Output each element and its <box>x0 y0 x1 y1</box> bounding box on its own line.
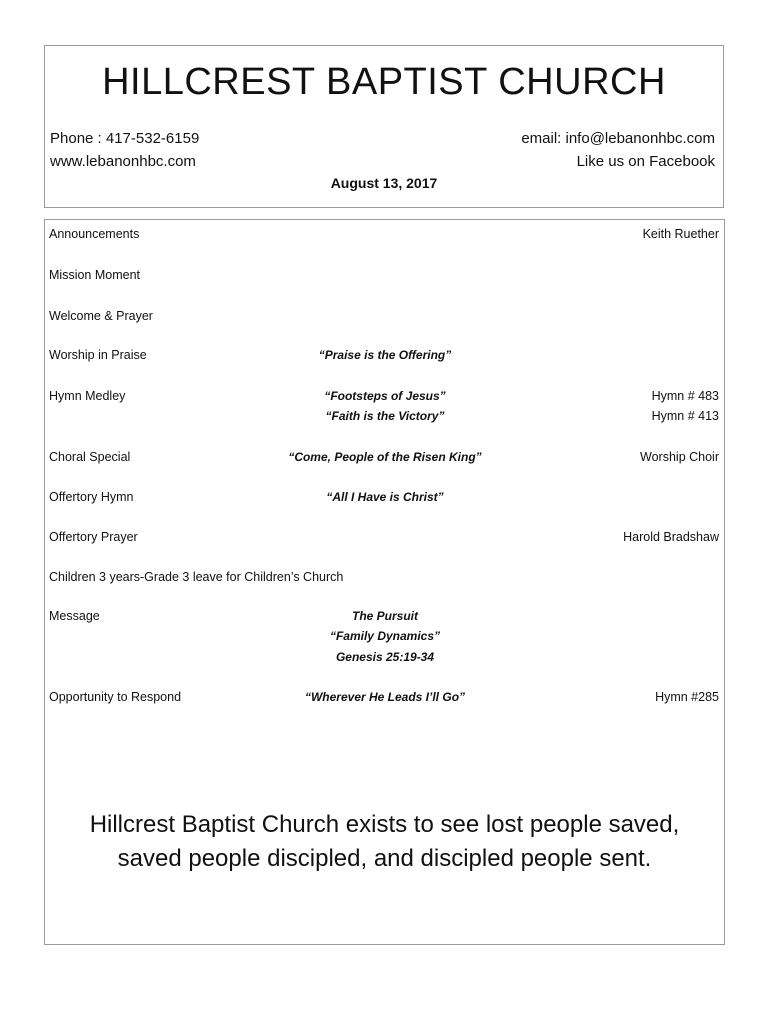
hymn-number: Hymn #285 <box>655 690 719 704</box>
service-row <box>45 487 724 507</box>
service-item: Children 3 years-Grade 3 leave for Children’s Church <box>49 570 344 584</box>
song-title: “Come, People of the Risen King” <box>288 450 482 464</box>
mission-line-2: saved people discipled, and discipled people sent. <box>117 845 652 872</box>
service-row <box>45 447 724 467</box>
song-title: “Wherever He Leads I’ll Go” <box>304 690 466 704</box>
service-item: Welcome & Prayer <box>49 309 153 323</box>
hymn-number: Hymn # 483 <box>651 389 719 403</box>
song-title: “Praise is the Offering” <box>318 348 452 362</box>
service-row <box>45 606 724 626</box>
sermon-series: The Pursuit <box>351 609 418 623</box>
song-title: “Faith is the Victory” <box>325 409 445 423</box>
service-item: Mission Moment <box>49 268 140 282</box>
service-row-continued <box>45 626 724 646</box>
service-row <box>45 527 724 547</box>
header-box <box>44 45 724 208</box>
email-link[interactable]: email: info@lebanonhbc.com <box>521 130 715 147</box>
order-of-service <box>44 219 725 945</box>
phone-number: Phone : 417-532-6159 <box>50 130 200 147</box>
service-row <box>45 265 724 285</box>
service-item: Message <box>49 609 100 623</box>
mission-statement <box>65 808 704 876</box>
service-row <box>45 306 724 326</box>
service-item: Worship in Praise <box>49 348 147 362</box>
facebook-link[interactable]: Like us on Facebook <box>576 153 715 170</box>
service-item: Choral Special <box>49 450 131 464</box>
mission-line-1: Hillcrest Baptist Church exists to see lost people saved, <box>89 811 680 838</box>
service-leader: Worship Choir <box>640 450 719 464</box>
service-row <box>45 567 724 587</box>
service-date: August 13, 2017 <box>330 175 438 191</box>
service-row <box>45 386 724 406</box>
service-item: Offertory Prayer <box>49 530 138 544</box>
service-row <box>45 687 724 707</box>
song-title: “All I Have is Christ” <box>326 490 444 504</box>
service-item: Announcements <box>49 227 140 241</box>
service-row-continued <box>45 647 724 667</box>
sermon-scripture: Genesis 25:19-34 <box>335 650 435 664</box>
service-item: Hymn Medley <box>49 389 126 403</box>
sermon-title: “Family Dynamics” <box>329 629 441 643</box>
service-row <box>45 224 724 244</box>
service-row <box>45 345 724 365</box>
church-name: HILLCREST BAPTIST CHURCH <box>102 61 666 103</box>
hymn-number: Hymn # 413 <box>651 409 719 423</box>
service-row-continued <box>45 406 724 426</box>
website-link[interactable]: www.lebanonhbc.com <box>50 153 196 170</box>
service-item: Opportunity to Respond <box>49 690 182 704</box>
song-title: “Footsteps of Jesus” <box>324 389 446 403</box>
service-item: Offertory Hymn <box>49 490 134 504</box>
service-leader: Harold Bradshaw <box>623 530 719 544</box>
service-leader: Keith Ruether <box>642 227 719 241</box>
